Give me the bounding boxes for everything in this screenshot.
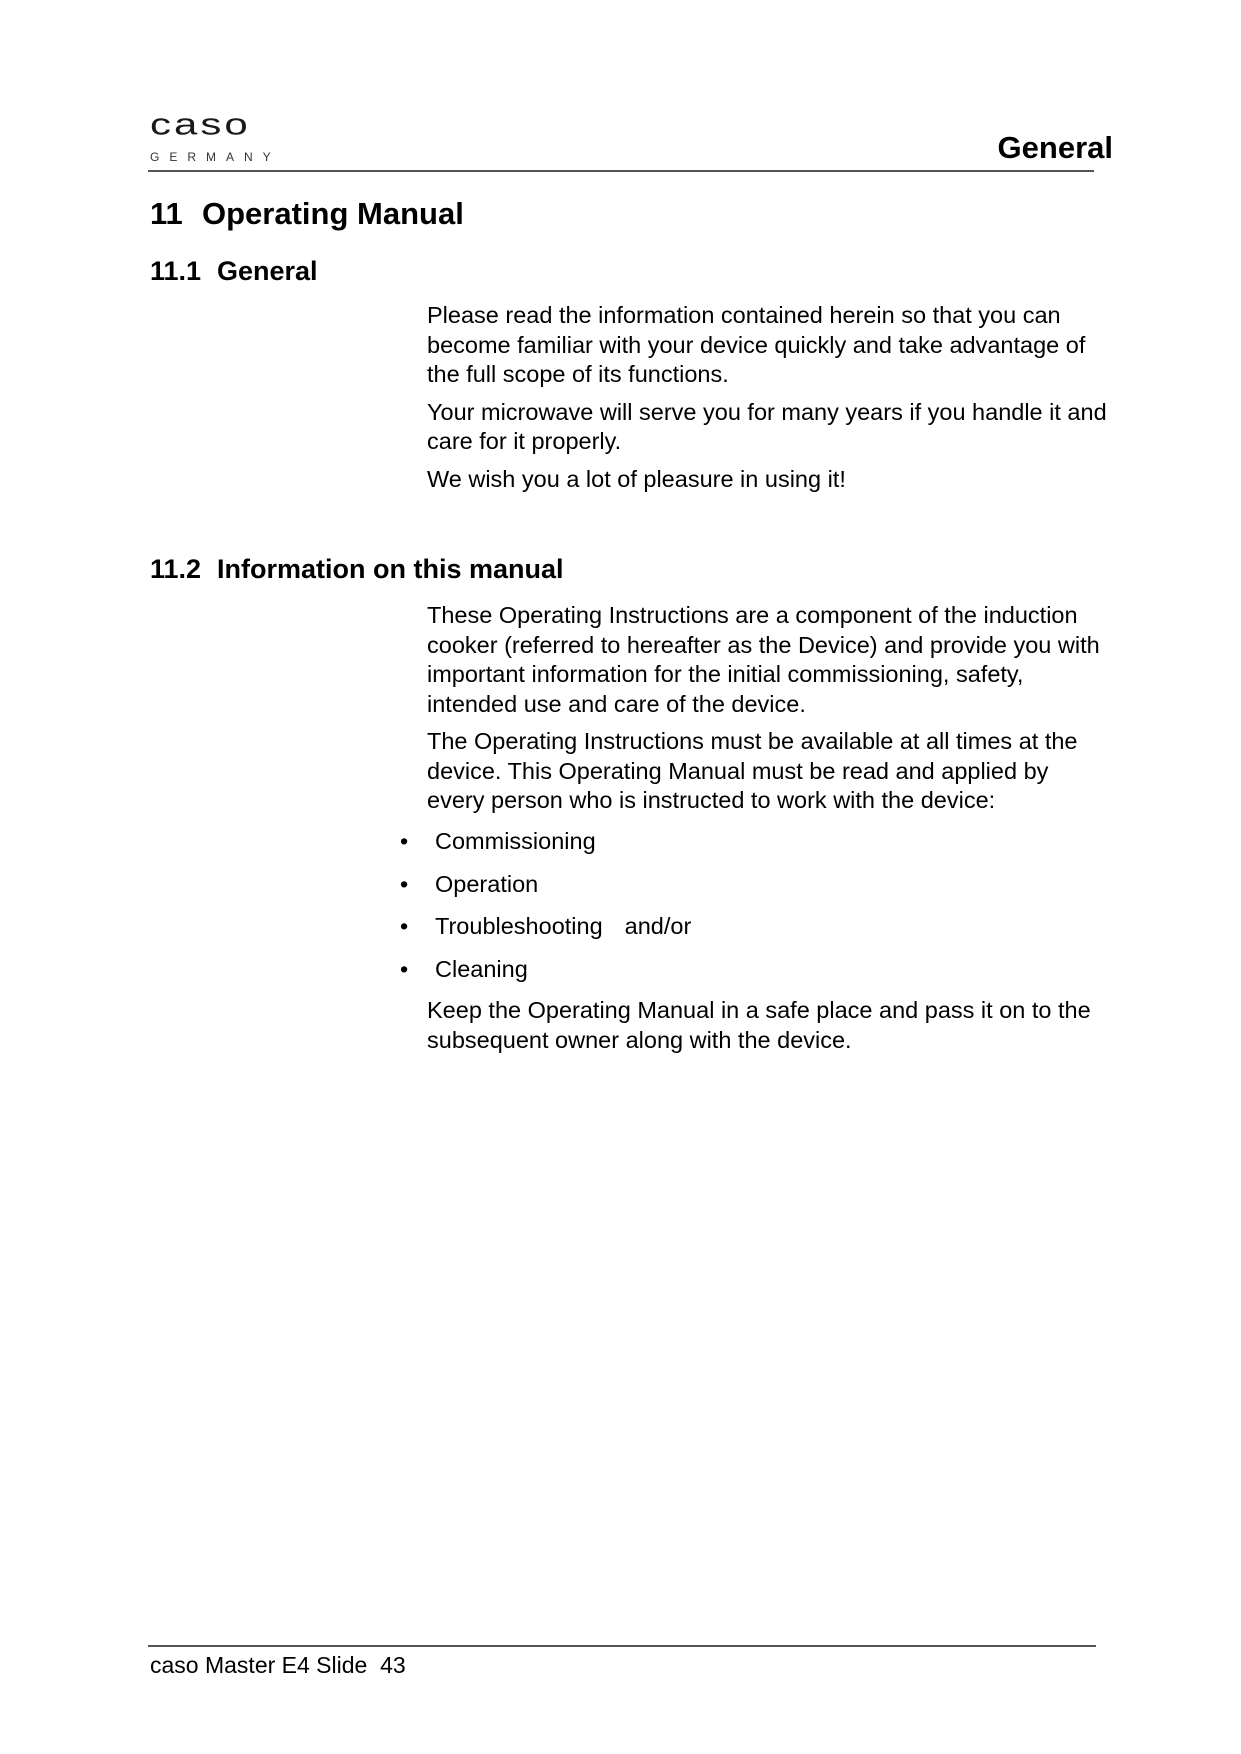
caso-logo <box>150 107 281 164</box>
list-item <box>400 826 1100 869</box>
page-footer <box>150 1652 406 1679</box>
chapter-number: 11 <box>150 196 183 231</box>
footer-divider <box>148 1645 1096 1647</box>
list-item <box>400 869 1100 912</box>
section-heading-general <box>150 256 318 287</box>
paragraph: These Operating Instructions are a component of the induction cooker (referred to hereafter as the Device) and provide you with important information for the initial commissioning, safety, intended use and care of the device. <box>427 602 1100 717</box>
list-item-text: Commissioning <box>435 828 596 854</box>
running-header-title: General <box>997 130 1113 165</box>
bullet-icon: • <box>400 913 409 939</box>
logo-subtitle: GERMANY <box>150 150 281 164</box>
list-item-text: Troubleshooting <box>435 913 603 939</box>
chapter-title: Operating Manual <box>202 196 464 231</box>
footer-product: caso Master E4 Slide <box>150 1652 368 1678</box>
information-body <box>427 601 1107 824</box>
audience-task-list <box>400 826 1100 996</box>
list-item <box>400 911 1100 954</box>
closing-body <box>427 996 1107 1063</box>
paragraph: Keep the Operating Manual in a safe place and pass it on to the subsequent owner along with the device. <box>427 997 1091 1053</box>
section-title: Information on this manual <box>217 554 564 584</box>
paragraph: Please read the information contained herein so that you can become familiar with your device quickly and take advantage of the full scope of its functions. <box>427 302 1086 387</box>
list-item <box>400 954 1100 997</box>
list-item-suffix: and/or <box>624 913 692 939</box>
list-item-text: Cleaning <box>435 955 528 982</box>
section-title: General <box>217 256 318 286</box>
chapter-heading <box>150 196 464 232</box>
bullet-icon: • <box>400 870 409 897</box>
logo-wordmark: caso <box>150 107 251 141</box>
list-item-text: Operation <box>435 870 539 897</box>
general-body <box>427 301 1107 502</box>
bullet-icon: • <box>400 828 409 854</box>
paragraph: Your microwave will serve you for many years if you handle it and care for it properly. <box>427 398 1107 454</box>
bullet-icon: • <box>400 955 409 982</box>
section-heading-information <box>150 554 564 585</box>
page-number: 43 <box>380 1652 406 1678</box>
section-number: 11.2 <box>150 554 202 584</box>
paragraph: The Operating Instructions must be available at all times at the device. This Operating Manual must be read and applied by every person who is instructed to work with the device: <box>427 728 1078 813</box>
header-divider <box>148 170 1094 172</box>
section-number: 11.1 <box>150 256 202 286</box>
paragraph: We wish you a lot of pleasure in using it! <box>427 465 846 492</box>
